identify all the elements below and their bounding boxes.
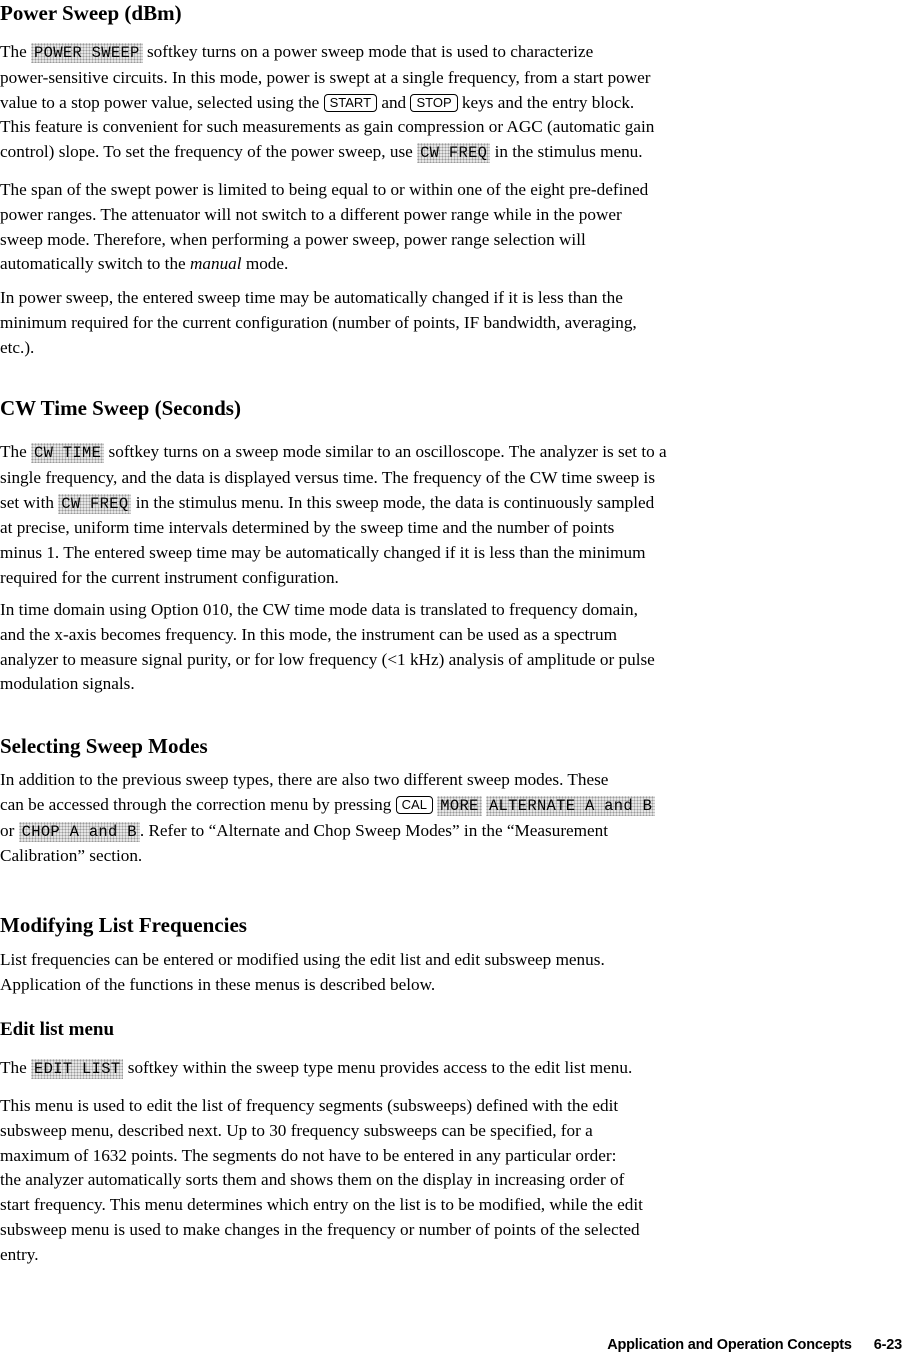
text-run: softkey turns on a power sweep mode that is used to characterize	[142, 42, 594, 61]
softkey-more: MORE	[437, 796, 481, 816]
page-footer	[607, 1333, 902, 1358]
text-run: set with	[0, 492, 59, 512]
text-line: In addition to the previous sweep types, there are also two different sweep modes. These	[0, 770, 609, 789]
text-line	[0, 40, 908, 66]
text-run: automatically switch to the	[0, 254, 190, 274]
text-line: single frequency, and the data is displayed versus time. The frequency of the CW time sweep is	[0, 467, 656, 487]
paragraph-edit-list-description	[0, 1094, 908, 1268]
heading-modifying-list-frequencies: Modifying List Frequencies	[0, 913, 247, 937]
text-line: Calibration” section.	[0, 846, 143, 866]
text-run: The	[0, 42, 32, 61]
softkey-power-sweep: POWER SWEEP	[31, 43, 143, 63]
text-line: In time domain using Option 010, the CW time mode data is translated to frequency domain,	[0, 600, 638, 619]
softkey-cw-freq: CW FREQ	[58, 494, 131, 514]
heading-power-sweep: Power Sweep (dBm)	[0, 1, 182, 25]
text-run: in the stimulus menu.	[490, 142, 643, 162]
text-run: softkey within the sweep type menu provides access to the edit list menu.	[123, 1058, 633, 1077]
text-line: This menu is used to edit the list of frequency segments (subsweeps) defined with the edit	[0, 1096, 619, 1115]
paragraph-edit-list-softkey	[0, 1056, 908, 1082]
text-line: required for the current instrument configuration.	[0, 567, 339, 587]
text-line: This feature is convenient for such measurements as gain compression or AGC (automatic gain	[0, 117, 655, 137]
text-run: The	[0, 442, 32, 461]
text-line: In power sweep, the entered sweep time may be automatically changed if it is less than the	[0, 288, 623, 307]
text-run: and	[377, 92, 411, 112]
text-line: analyzer to measure signal purity, or for low frequency (<1 kHz) analysis of amplitude or pulse	[0, 649, 655, 669]
text-line: at precise, uniform time intervals determined by the sweep time and the number of points	[0, 518, 615, 538]
text-line: entry.	[0, 1244, 39, 1264]
text-line: maximum of 1632 points. The segments do not have to be entered in any particular order:	[0, 1145, 617, 1165]
text-line: power-sensitive circuits. In this mode, power is swept at a single frequency, from a start power	[0, 67, 651, 87]
text-line: and the x-axis becomes frequency. In this mode, the instrument can be used as a spectrum	[0, 624, 617, 644]
paragraph-cw-time-intro	[0, 440, 908, 591]
text-line	[0, 440, 908, 466]
text-run: or	[0, 820, 19, 840]
paragraph-sweep-modes	[0, 768, 908, 869]
footer-page-number: 6-23	[873, 1337, 902, 1353]
text-line	[0, 819, 908, 845]
text-line: minimum required for the current configuration (number of points, IF bandwidth, averaging,	[0, 312, 637, 332]
text-run: control) slope. To set the frequency of the power sweep, use	[0, 142, 418, 162]
text-run: value to a stop power value, selected using the	[0, 92, 324, 112]
text-run: . Refer to “Alternate and Chop Sweep Modes” in the “Measurement	[139, 820, 609, 840]
text-run: softkey turns on a sweep mode similar to an oscilloscope. The analyzer is set to a	[104, 442, 667, 461]
heading-cw-time-sweep: CW Time Sweep (Seconds)	[0, 396, 241, 420]
text-line: etc.).	[0, 337, 35, 357]
hardkey-stop: STOP	[410, 94, 457, 112]
text-line: the analyzer automatically sorts them and shows them on the display in increasing order of	[0, 1170, 625, 1190]
softkey-chop-a-and-b: CHOP A and B	[19, 822, 140, 842]
text-run: keys and the entry block.	[457, 92, 635, 112]
text-run: in the stimulus menu. In this sweep mode, the data is continuously sampled	[131, 492, 655, 512]
paragraph-cw-time-domain	[0, 598, 908, 697]
text-line	[0, 140, 908, 166]
text-line: power ranges. The attenuator will not switch to a different power range while in the power	[0, 204, 622, 224]
softkey-cw-time: CW TIME	[31, 443, 104, 463]
text-line	[0, 491, 908, 517]
text-line	[0, 793, 908, 819]
text-line	[0, 252, 908, 277]
text-line: minus 1. The entered sweep time may be automatically changed if it is less than the minimum	[0, 543, 646, 563]
paragraph-power-sweep-time	[0, 286, 908, 360]
footer-chapter-title: Application and Operation Concepts	[607, 1337, 852, 1353]
heading-edit-list-menu: Edit list menu	[0, 1019, 115, 1040]
paragraph-power-sweep-span	[0, 178, 908, 277]
text-line: subsweep menu, described next. Up to 30 frequency subsweeps can be specified, for a	[0, 1120, 593, 1140]
hardkey-start: START	[324, 94, 377, 112]
softkey-cw-freq: CW FREQ	[417, 143, 490, 163]
hardkey-cal: CAL	[396, 796, 433, 814]
paragraph-power-sweep-intro	[0, 40, 908, 166]
text-line: subsweep menu is used to make changes in the frequency or number of points of the selected	[0, 1219, 640, 1239]
text-line	[0, 1056, 908, 1082]
text-line: The span of the swept power is limited to being equal to or within one of the eight pre-defined	[0, 180, 649, 199]
text-run: The	[0, 1058, 32, 1077]
text-run: mode.	[241, 254, 289, 274]
text-line: start frequency. This menu determines which entry on the list is to be modified, while the edit	[0, 1195, 643, 1215]
text-line	[0, 91, 908, 116]
softkey-alternate-a-and-b: ALTERNATE A and B	[486, 796, 655, 816]
paragraph-list-frequencies	[0, 948, 908, 998]
text-line: Application of the functions in these menus is described below.	[0, 974, 436, 994]
heading-selecting-sweep-modes: Selecting Sweep Modes	[0, 734, 208, 758]
text-run: can be accessed through the correction menu by pressing	[0, 794, 396, 814]
text-line: List frequencies can be entered or modified using the edit list and edit subsweep menus.	[0, 950, 605, 969]
text-line: modulation signals.	[0, 674, 135, 694]
text-manual-mode: manual	[189, 254, 242, 274]
softkey-edit-list: EDIT LIST	[31, 1059, 123, 1079]
text-line: sweep mode. Therefore, when performing a power sweep, power range selection will	[0, 229, 586, 249]
